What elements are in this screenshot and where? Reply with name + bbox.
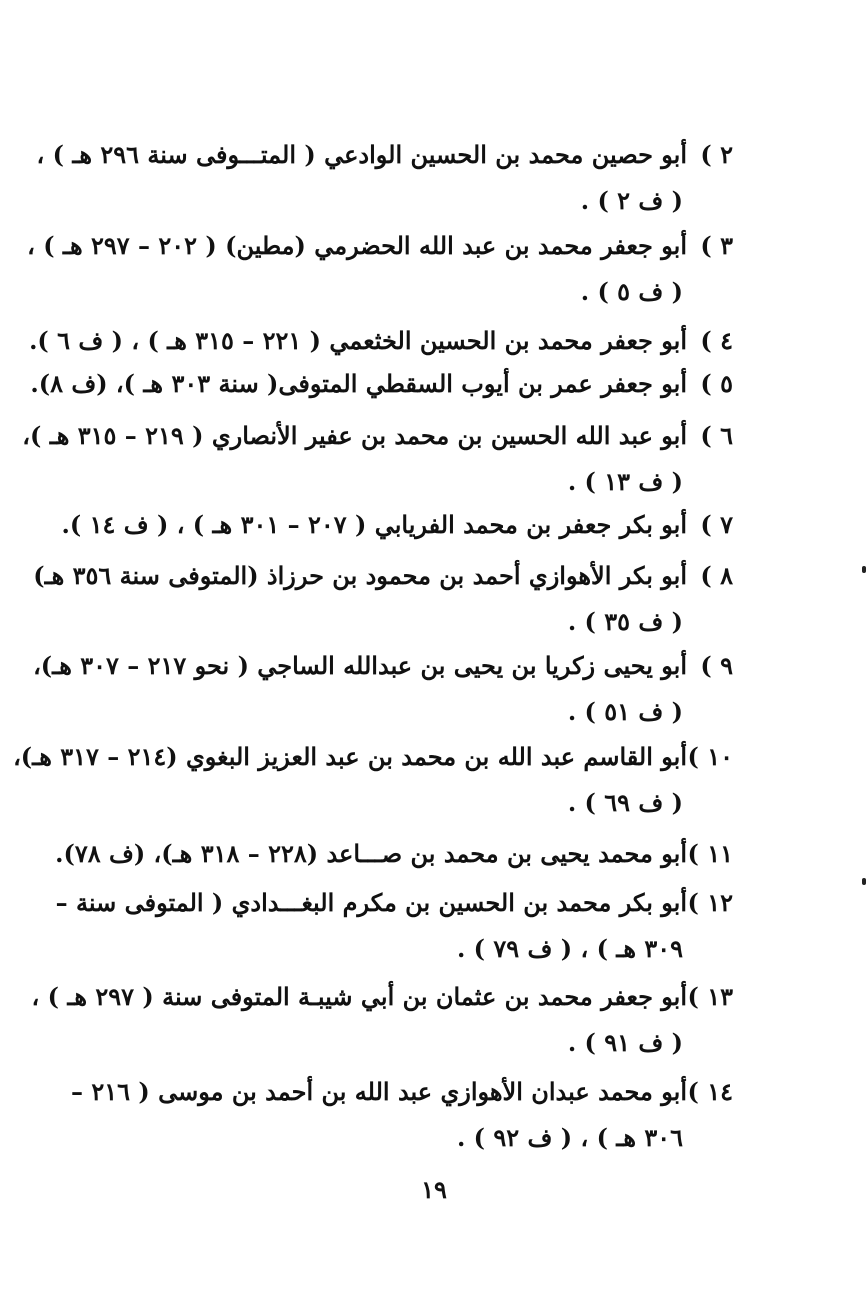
- list-item: [36, 132, 733, 224]
- list-item: [71, 1069, 733, 1161]
- entry-title: أبو جعفر محمد بن عثمان بن أبي شيبـة المتوفى سنة ( ٢٩٧ هـ ) ،: [31, 982, 687, 1011]
- list-item: [31, 974, 733, 1066]
- entry-number: ٨ ): [700, 561, 733, 590]
- list-item: [30, 361, 733, 407]
- entry-title: أبو جعفر محمد بن عبد الله الحضرمي (مطين) ( ٢٠٢ – ٢٩٧ هـ ) ،: [27, 231, 687, 260]
- entry-number: ١٢ ): [687, 888, 733, 917]
- entry-number: ٢ ): [700, 140, 733, 169]
- entry-title: أبو جعفر عمر بن أيوب السقطي المتوفى( سنة ٣٠٣ هـ )، (ف ٨).: [30, 369, 687, 398]
- entry-reference: ( ف ٣٥ ) .: [567, 607, 683, 636]
- entry-title: أبو عبد الله الحسين بن محمد بن عفير الأنصاري ( ٢١٩ – ٣١٥ هـ )،: [22, 421, 687, 450]
- entry-title: أبو يحيى زكريا بن يحيى بن عبدالله الساجي ( نحو ٢١٧ – ٣٠٧ هـ)،: [33, 651, 687, 680]
- list-item: [13, 734, 733, 826]
- entry-reference: ٣٠٦ هـ ) ، ( ف ٩٢ ) .: [456, 1123, 683, 1152]
- margin-mark: [862, 878, 866, 885]
- entry-title: أبو بكر محمد بن الحسين بن مكرم البغـــدادي ( المتوفى سنة –: [55, 888, 687, 917]
- entry-title: أبو القاسم عبد الله بن محمد بن عبد العزيز البغوي (٢١٤ – ٣١٧ هـ)،: [13, 742, 687, 771]
- entry-title: أبو بكر الأهوازي أحمد بن محمود بن حرزاذ (المتوفى سنة ٣٥٦ هـ): [33, 561, 687, 590]
- margin-mark: [862, 566, 866, 573]
- entry-title: أبو محمد يحيى بن محمد بن صـــاعد (٢٢٨ – ٣١٨ هـ)، (ف ٧٨).: [55, 839, 687, 868]
- entry-title: أبو بكر جعفر بن محمد الفريابي ( ٢٠٧ – ٣٠١ هـ ) ، ( ف ١٤ ).: [61, 510, 687, 539]
- list-item: [33, 553, 733, 645]
- list-item: [33, 643, 733, 735]
- entry-title: أبو محمد عبدان الأهوازي عبد الله بن أحمد بن موسى ( ٢١٦ –: [71, 1077, 687, 1106]
- entry-number: ١٣ ): [687, 982, 733, 1011]
- entry-reference: ( ف ٩١ ) .: [567, 1028, 683, 1057]
- entry-number: ١٤ ): [687, 1077, 733, 1106]
- entry-reference: ( ف ١٣ ) .: [567, 467, 683, 496]
- list-item: [55, 831, 733, 877]
- entry-number: ٣ ): [700, 231, 733, 260]
- entry-title: أبو حصين محمد بن الحسين الوادعي ( المتـــوفى سنة ٢٩٦ هـ ) ،: [36, 140, 687, 169]
- list-item: [55, 880, 733, 972]
- entry-number: ١١ ): [687, 839, 733, 868]
- entry-number: ٧ ): [700, 510, 733, 539]
- entry-number: ٦ ): [700, 421, 733, 450]
- entry-reference: ( ف ٥ ) .: [580, 277, 683, 306]
- list-item: [61, 502, 733, 548]
- entry-reference: ٣٠٩ هـ ) ، ( ف ٧٩ ) .: [456, 934, 683, 963]
- list-item: [22, 413, 733, 505]
- list-item: [27, 223, 733, 315]
- list-item: [29, 318, 733, 364]
- entry-number: ٥ ): [700, 369, 733, 398]
- entry-title: أبو جعفر محمد بن الحسين الخثعمي ( ٢٢١ – ٣١٥ هـ ) ، ( ف ٦ ).: [29, 326, 687, 355]
- entry-reference: ( ف ٢ ) .: [580, 186, 683, 215]
- entry-number: ٩ ): [700, 651, 733, 680]
- page-number: ١٩: [421, 1175, 447, 1204]
- entry-reference: ( ف ٦٩ ) .: [567, 788, 683, 817]
- entry-reference: ( ف ٥١ ) .: [567, 697, 683, 726]
- entry-number: ٤ ): [700, 326, 733, 355]
- entry-number: ١٠ ): [687, 742, 733, 771]
